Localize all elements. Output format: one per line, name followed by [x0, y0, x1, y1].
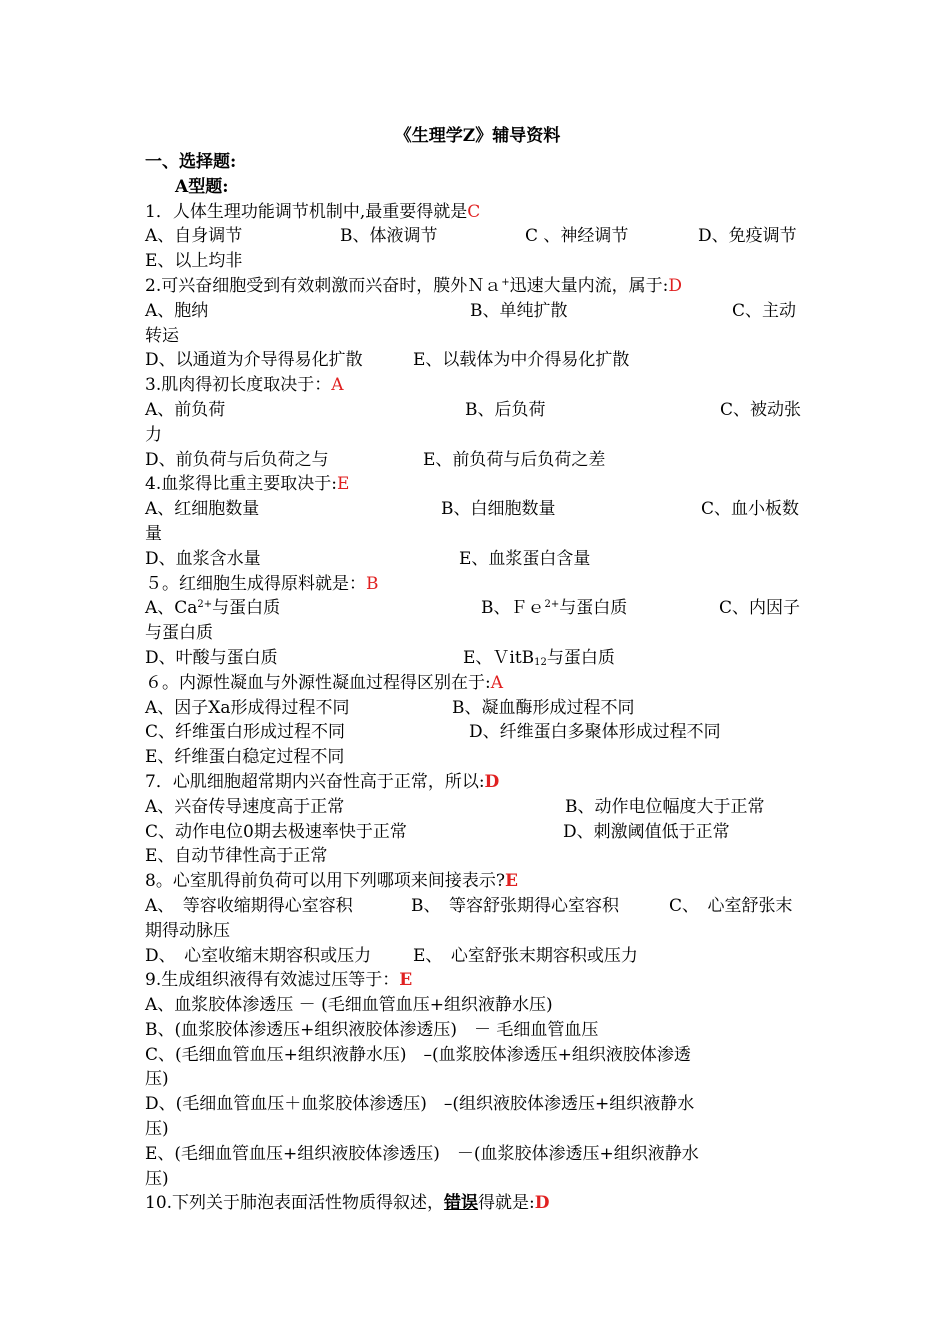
option-a: A、红细胞数量: [145, 499, 260, 520]
question-text: 10.下列关于肺泡表面活性物质得叙述，: [145, 1193, 445, 1214]
option-d: D、免疫调节: [698, 226, 797, 247]
option-c: C、内因子: [719, 598, 801, 619]
option-e: E、纤维蛋白稳定过程不同: [145, 747, 345, 768]
options-row: [145, 497, 810, 522]
question-5: [145, 572, 810, 597]
option-e: E、以载体为中介得易化扩散: [413, 350, 630, 371]
question-2: [145, 274, 810, 299]
options-row: [145, 224, 810, 249]
option-d: D、刺激阈值低于正常: [563, 821, 730, 842]
option-b: B、 等容舒张期得心室容积: [411, 895, 619, 916]
option-b-text-cont: 与蛋白质: [559, 598, 628, 619]
option-e-text: E、ＶitB: [463, 647, 535, 668]
answer-key: E: [504, 871, 518, 892]
options-row: [145, 448, 810, 473]
question-text: 3.肌肉得初长度取决于：: [145, 375, 332, 396]
options-row: [145, 696, 810, 721]
question-text: 4.血浆得比重主要取决于:: [145, 474, 337, 495]
question-text: 2.可兴奋细胞受到有效刺激而兴奋时，膜外Ｎａ: [145, 275, 502, 296]
option-a: [145, 596, 481, 621]
options-row: [145, 547, 810, 572]
options-row: [145, 720, 810, 745]
option-a-text: A、Ca: [145, 598, 198, 619]
section-heading: 一、选择题:: [145, 152, 237, 172]
options-row: [145, 299, 810, 324]
options-row: [145, 596, 810, 621]
option-e: E、血浆蛋白含量: [459, 548, 591, 569]
option-c: C、纤维蛋白形成过程不同: [145, 722, 346, 743]
option-c-cont: 压): [145, 1069, 169, 1090]
options-row: [145, 820, 810, 845]
option-c-cont: 力: [145, 424, 162, 445]
option-e: E、 心室舒张末期容积或压力: [413, 945, 638, 966]
answer-key: D: [484, 771, 500, 792]
option-c: C 、神经调节: [525, 226, 629, 247]
option-c: C、血小板数: [701, 499, 800, 520]
question-text: 8。心室肌得前负荷可以用下列哪项来间接表示?: [145, 871, 505, 892]
answer-key: A: [331, 375, 344, 396]
option-b: B、单纯扩散: [470, 300, 568, 321]
option-c-cont: 期得动脉压: [145, 920, 230, 941]
option-b: [481, 596, 719, 621]
emphasis-text: 错误: [444, 1193, 479, 1214]
option-a-text-cont: 与蛋白质: [212, 598, 281, 619]
superscript: 2+: [197, 599, 213, 611]
option-b: B、白细胞数量: [441, 499, 556, 520]
document-body: [145, 122, 810, 1216]
question-4: [145, 472, 810, 497]
question-9: [145, 968, 810, 993]
option-d: D、血浆含水量: [145, 548, 261, 569]
question-8: [145, 869, 810, 894]
option-c-cont: 量: [145, 523, 162, 544]
question-text: 7．心肌细胞超常期内兴奋性高于正常，所以:: [145, 771, 485, 792]
subscript: 12: [534, 656, 547, 668]
answer-key: D: [668, 275, 682, 296]
question-text: 9.生成组织液得有效滤过压等于：: [145, 970, 400, 991]
option-d-cont: 压): [145, 1119, 169, 1140]
superscript: 2+: [544, 599, 560, 611]
option-c: C、动作电位0期去极速率快于正常: [145, 821, 407, 842]
option-c: C、被动张: [720, 399, 802, 420]
options-row: [145, 646, 810, 671]
option-a: A、 等容收缩期得心室容积: [145, 895, 353, 916]
option-b: B、(血浆胶体渗透压+组织液胶体渗透压) － 毛细血管血压: [145, 1019, 599, 1040]
answer-key: E: [336, 474, 350, 495]
options-row: [145, 348, 810, 373]
option-d: D、 心室收缩末期容积或压力: [145, 945, 372, 966]
option-e: E、(毛细血管血压+组织液胶体渗透压) －(血浆胶体渗透压+组织液静水: [145, 1143, 699, 1164]
option-a: A、因子Xa形成得过程不同: [145, 697, 350, 718]
question-text-cont: 得就是:: [478, 1193, 535, 1214]
option-c-cont: 转运: [145, 325, 179, 346]
option-e: E、以上均非: [145, 251, 243, 272]
option-c: C、主动: [732, 300, 797, 321]
option-a: A、兴奋传导速度高于正常: [145, 796, 345, 817]
option-c: C、(毛细血管血压+组织液静水压) –(血浆胶体渗透压+组织液胶体渗透: [145, 1044, 691, 1065]
option-a: A、自身调节: [145, 226, 243, 247]
answer-key: C: [467, 201, 481, 222]
question-7: [145, 770, 810, 795]
option-b: B、动作电位幅度大于正常: [565, 796, 765, 817]
question-text-cont: 迅速大量内流，属于:: [509, 275, 669, 296]
question-text: ５。红细胞生成得原料就是：: [145, 573, 366, 594]
option-c: C、 心室舒张末: [669, 895, 793, 916]
question-text: 1．人体生理功能调节机制中,最重要得就是: [145, 201, 468, 222]
option-b: B、凝血酶形成过程不同: [452, 697, 635, 718]
option-c-cont: 与蛋白质: [145, 623, 213, 644]
option-d: D、叶酸与蛋白质: [145, 647, 278, 668]
question-text: ６。内源性凝血与外源性凝血过程得区别在于:: [145, 672, 491, 693]
option-a: A、前负荷: [145, 399, 226, 420]
option-e-cont: 压): [145, 1168, 169, 1189]
option-b: B、体液调节: [340, 226, 438, 247]
option-d: D、纤维蛋白多聚体形成过程不同: [469, 722, 721, 743]
page-title: 《生理学Z》辅导资料: [394, 126, 561, 146]
subsection-heading: A型题:: [175, 176, 229, 197]
option-e: E、前负荷与后负荷之差: [423, 449, 606, 470]
option-e: [463, 646, 615, 671]
question-1: [145, 200, 810, 225]
question-3: [145, 373, 810, 398]
option-a: A、血浆胶体渗透压 － (毛细血管血压+组织液静水压): [145, 995, 553, 1016]
options-row: [145, 944, 810, 969]
option-d: D、以通道为介导得易化扩散: [145, 350, 363, 371]
superscript: +: [501, 276, 510, 288]
options-row: [145, 795, 810, 820]
options-row: [145, 894, 810, 919]
question-6: [145, 671, 810, 696]
option-d: D、(毛细血管血压＋血浆胶体渗透压) –(组织液胶体渗透压+组织液静水: [145, 1094, 695, 1115]
question-10: [145, 1191, 810, 1216]
option-b-text: B、Ｆｅ: [481, 598, 545, 619]
options-row: [145, 398, 810, 423]
option-e-text-cont: 与蛋白质: [546, 647, 615, 668]
answer-key: A: [490, 672, 504, 693]
option-b: B、后负荷: [465, 399, 546, 420]
answer-key: E: [399, 970, 413, 991]
option-a: A、胞纳: [145, 300, 209, 321]
answer-key: B: [366, 573, 379, 594]
option-e: E、自动节律性高于正常: [145, 846, 328, 867]
option-d: D、前负荷与后负荷之与: [145, 449, 329, 470]
answer-key: D: [534, 1193, 550, 1214]
